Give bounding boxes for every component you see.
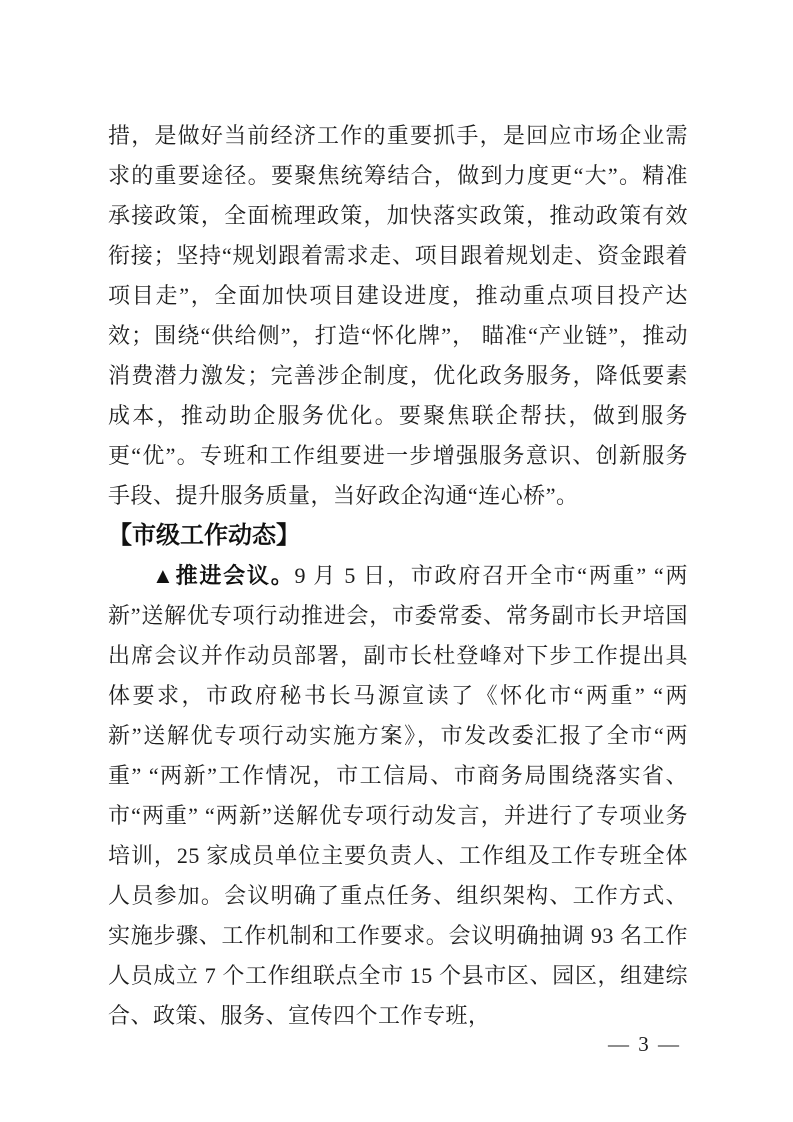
page-body	[108, 116, 688, 1036]
paragraph-body-text: 9 月 5 日，市政府召开全市“两重” “两新”送解优专项行动推进会，市委常委、常务副市长尹培国出席会议并作动员部署，副市长杜登峰对下步工作提出具体要求，市政府秘书长马源宣读了《怀化市“两重” “两新”送解优专项行动实施方案》，市发改委汇报了全市“两重” “两新”工作情况，市工信局、市商务局围绕落实省、市“两重” “两新”送解优专项行动发言，并进行了专项业务培训，25 家成员单位主要负责人、工作组及工作专班全体人员参加。会议明确了重点任务、组织架构、工作方式、实施步骤、工作机制和工作要求。会议明确抽调 93 名工作人员成立 7 个工作组联点全市 15 个县市区、园区，组建综合、政策、服务、宣传四个工作专班，	[108, 563, 689, 1028]
paragraph-lead: ▲推进会议。	[152, 563, 295, 588]
page-number: — 3 —	[608, 1032, 681, 1056]
section-heading: 【市级工作动态】	[108, 522, 300, 549]
paragraph-meeting	[108, 556, 688, 1036]
paragraph-continuation: 措，是做好当前经济工作的重要抓手，是回应市场企业需求的重要途径。要聚焦统筹结合，做到力度更“大”。精准承接政策，全面梳理政策，加快落实政策，推动政策有效衔接；坚持“规划跟着需求走、项目跟着规划走、资金跟着项目走”，全面加快项目建设进度，推动重点项目投产达效；围绕“供给侧”，打造“怀化牌”， 瞄准“产业链”，推动消费潜力激发；完善涉企制度，优化政务服务，降低要素成本，推动助企服务优化。要聚焦联企帮扶，做到服务更“优”。专班和工作组要进一步增强服务意识、创新服务手段、提升服务质量，当好政企沟通“连心桥”。	[108, 123, 688, 508]
